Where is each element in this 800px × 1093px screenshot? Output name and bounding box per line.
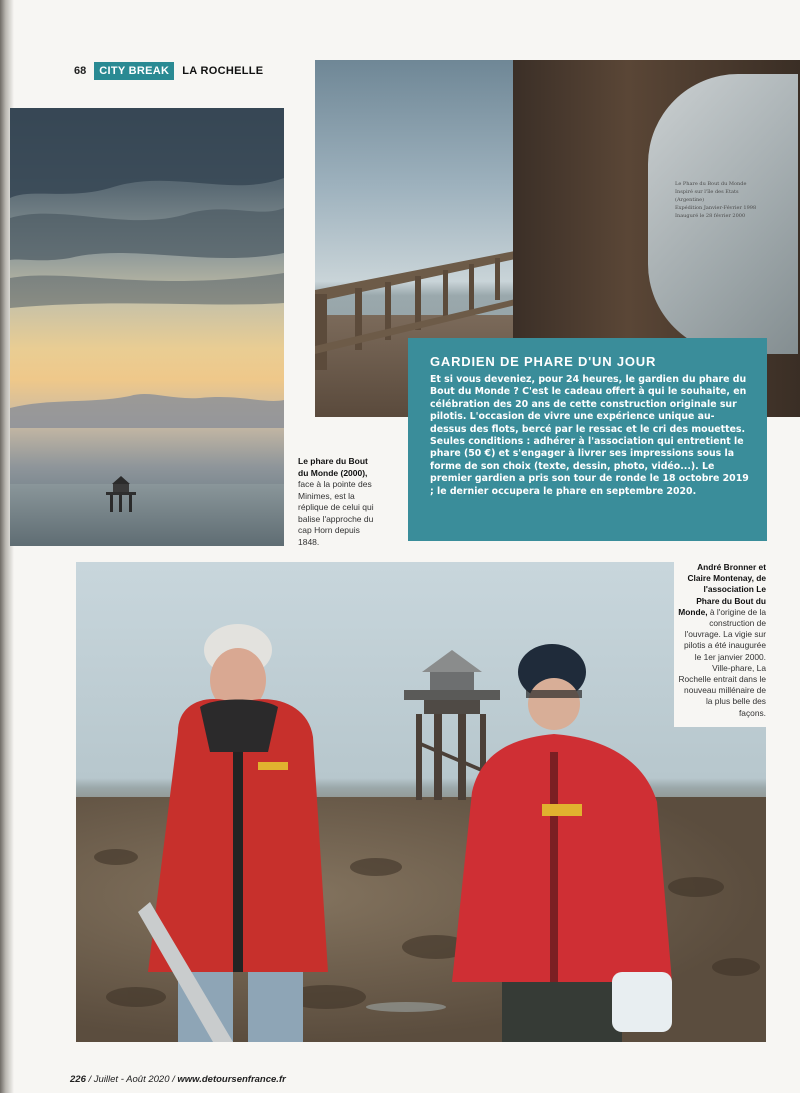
footer-issue: Juillet - Août 2020	[93, 1074, 170, 1085]
footer-separator: /	[88, 1074, 94, 1085]
sunset-lighthouse-photo	[10, 108, 284, 546]
caption-title: André Bronner et Claire Montenay, de l'association Le Phare du Bout du Monde,	[678, 562, 766, 617]
plaque-line: Inspiré sur l'île des Etats (Argentine)	[675, 189, 739, 203]
footer-separator: /	[172, 1074, 178, 1085]
clouds-graphic	[10, 108, 284, 428]
caption-body: à l'origine de la construction de l'ouvrage. La vigie sur pilotis a été inaugurée le 1er janvier 2000. Ville-phare, La Rochelle entrait dans le nouveau millénaire de la plus belle des façons.	[678, 606, 766, 718]
caption-title: Le phare du Bout du Monde (2000),	[298, 456, 368, 478]
caption-body: face à la pointe des Minimes, est la réplique de celui qui balise l'approche du cap Horn depuis 1848.	[298, 479, 374, 547]
man-in-red-jacket	[138, 612, 358, 1042]
section-title: LA ROCHELLE	[182, 65, 264, 77]
plaque-line: Le Phare du Bout du Monde	[675, 181, 747, 187]
sunset-photo-caption	[298, 456, 376, 548]
footer-page-number: 226	[70, 1074, 86, 1085]
volunteers-photo-caption	[674, 558, 770, 727]
plaque-line: Inauguré le 28 février 2000	[675, 213, 746, 219]
woman-in-red-jacket	[442, 642, 682, 1042]
lighthouse-keeper-infobox	[408, 338, 767, 541]
plaque-line: Expédition Janvier-Février 1998	[675, 205, 757, 211]
page-number: 68	[74, 65, 87, 77]
page-header	[74, 60, 263, 82]
lighthouse-icon	[102, 476, 140, 512]
section-tag: CITY BREAK	[94, 62, 174, 80]
sea	[10, 484, 284, 546]
page-footer	[70, 1074, 286, 1085]
plaque-text	[675, 180, 765, 220]
footer-website[interactable]: www.detoursenfrance.fr	[177, 1074, 286, 1085]
infobox-title: GARDIEN DE PHARE D'UN JOUR	[430, 354, 657, 369]
volunteers-beach-photo	[76, 562, 766, 1042]
infobox-body: Et si vous deveniez, pour 24 heures, le gardien du phare du Bout du Monde ? C'est le cadeau offert à qui le souhaite, en célébration des 20 ans de cette construction originale sur pilotis. L'occasion de vivre une expérience unique au-dessus des flots, bercé par le ressac et le cri des mouettes. Seules conditions : adhérer à l'association qui entretient le phare (50 €) et s'engager à livrer ses impressions sous la forme de son choix (texte, dessin, photo, vidéo...). Le premier gardien a pris son tour de ronde le 18 octobre 2019 ; le dernier occupera le phare en septembre 2020.	[430, 374, 749, 497]
